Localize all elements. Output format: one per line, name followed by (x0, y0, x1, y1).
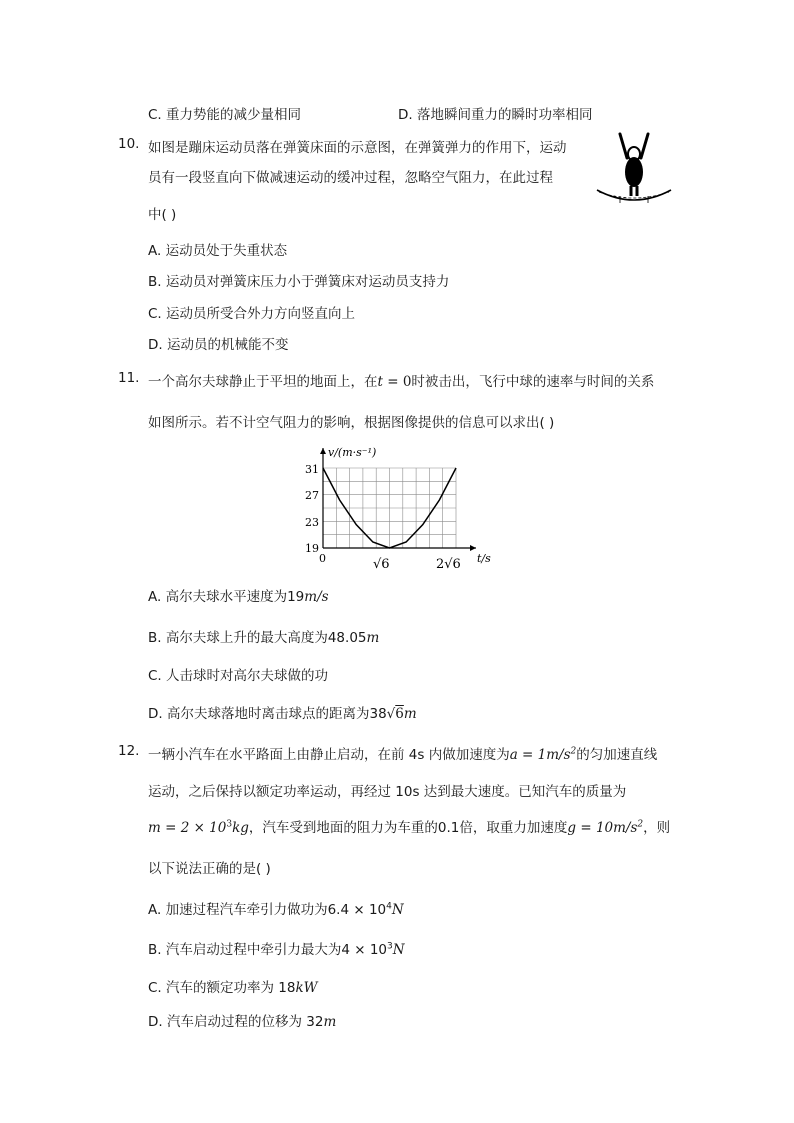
q12-stem-line1 (148, 743, 657, 763)
q12-option-d (148, 1010, 336, 1030)
y-tick-27: 27 (305, 489, 319, 502)
q11-option-b (148, 626, 379, 646)
q12-g-eq: g = 10m/s (567, 820, 638, 836)
q11-option-d (148, 702, 417, 722)
trampoline-figure (594, 130, 674, 210)
q12-stem-line4: 以下说法正确的是( ) (148, 861, 271, 877)
q12-mass-unit: kg (232, 820, 249, 836)
q12-option-a (148, 898, 404, 918)
q12-option-d-unit: m (323, 1014, 337, 1030)
q12-option-a-text: A. 加速过程汽车牵引力做功为6.4 × 10 (148, 902, 387, 918)
q11-stem-line1 (148, 370, 654, 390)
q9-option-d: D. 落地瞬间重力的瞬时功率相同 (398, 107, 593, 123)
q12-option-a-unit: N (391, 902, 404, 918)
q10-number: 10. (118, 136, 140, 152)
q11-number: 11. (118, 370, 140, 386)
q10-stem-line2: 员有一段竖直向下做减速运动的缓冲过程，忽略空气阻力，在此过程 (148, 170, 553, 186)
q12-stem-part1: 一辆小汽车在水平路面上由静止启动，在前 4s 内做加速度为 (148, 747, 510, 763)
y-tick-23: 23 (305, 516, 319, 529)
q12-option-d-text: D. 汽车启动过程的位移为 32 (148, 1014, 324, 1030)
q12-g-sup: 2 (637, 819, 644, 830)
q10-stem-line1: 如图是蹦床运动员落在弹簧床面的示意图，在弹簧弹力的作用下，运动 (148, 140, 567, 156)
q11-t-eq: = 0 (382, 374, 412, 390)
y-axis-arrow (320, 448, 326, 454)
velocity-time-chart (296, 440, 496, 574)
q12-stem-line3 (148, 816, 670, 836)
x-axis-label: t/s (477, 552, 491, 565)
q11-option-b-unit: m (366, 630, 380, 646)
q12-mass-exp: 3 (226, 819, 233, 830)
q12-option-a-exp: 4 (386, 901, 392, 912)
q11-option-d-unit: m (403, 706, 417, 722)
q11-option-a (148, 585, 329, 605)
q12-option-c (148, 976, 318, 996)
q12-accel-eq: a = 1m/s (509, 747, 571, 763)
q11-stem-part2: 时被击出，飞行中球的速率与时间的关系 (411, 374, 655, 390)
q12-accel-sup: 2 (570, 746, 577, 757)
q11-option-d-text: D. 高尔夫球落地时离击球点的距离为38 (148, 706, 387, 722)
y-tick-19: 19 (305, 542, 319, 555)
q11-stem-line2: 如图所示。若不计空气阻力的影响，根据图像提供的信息可以求出( ) (148, 415, 555, 431)
q10-option-b: B. 运动员对弹簧床压力小于弹簧床对运动员支持力 (148, 274, 450, 290)
q10-option-d: D. 运动员的机械能不变 (148, 337, 289, 353)
x-tick-sqrt6: √6 (373, 557, 390, 572)
q12-mass-eq: m = 2 × 10 (148, 820, 227, 836)
q11-t-symbol: t (377, 374, 383, 390)
q11-option-a-unit: m/s (304, 589, 329, 605)
q10-option-c: C. 运动员所受合外力方向竖直向上 (148, 306, 356, 322)
q12-option-b-unit: N (392, 942, 405, 958)
q12-stem-part4: ，则 (643, 820, 671, 836)
q11-option-b-text: B. 高尔夫球上升的最大高度为48.05 (148, 630, 367, 646)
q9-option-c: C. 重力势能的减少量相同 (148, 107, 302, 123)
q11-stem-part1: 一个高尔夫球静止于平坦的地面上，在 (148, 374, 378, 390)
q12-option-b-text: B. 汽车启动过程中牵引力最大为4 × 10 (148, 942, 388, 958)
x-axis-arrow (470, 545, 476, 551)
q12-number: 12. (118, 743, 140, 759)
q12-option-b (148, 938, 405, 958)
q12-stem-line2: 运动，之后保持以额定功率运动，再经过 10s 达到最大速度。已知汽车的质量为 (148, 784, 627, 800)
q10-option-a: A. 运动员处于失重状态 (148, 243, 288, 259)
q12-option-c-unit: kW (295, 980, 318, 996)
q12-option-b-exp: 3 (387, 941, 393, 952)
y-axis-label: v/(m·s⁻¹) (328, 446, 377, 459)
y-tick-31: 31 (305, 463, 319, 476)
sqrt-sign: √ (386, 706, 396, 722)
q11-option-d-radicand: 6 (395, 706, 404, 722)
q12-option-c-text: C. 汽车的额定功率为 18 (148, 980, 296, 996)
q12-stem-part3: ，汽车受到地面的阻力为车重的0.1倍，取重力加速度 (248, 820, 568, 836)
q10-stem-line3: 中( ) (148, 207, 177, 223)
q11-option-c: C. 人击球时对高尔夫球做的功 (148, 668, 329, 684)
q12-stem-part2: 的匀加速直线 (576, 747, 658, 763)
x-tick-0: 0 (319, 552, 326, 565)
q11-option-a-text: A. 高尔夫球水平速度为19 (148, 589, 305, 605)
chart-grid (323, 468, 456, 548)
x-tick-2sqrt6: 2√6 (436, 557, 461, 572)
